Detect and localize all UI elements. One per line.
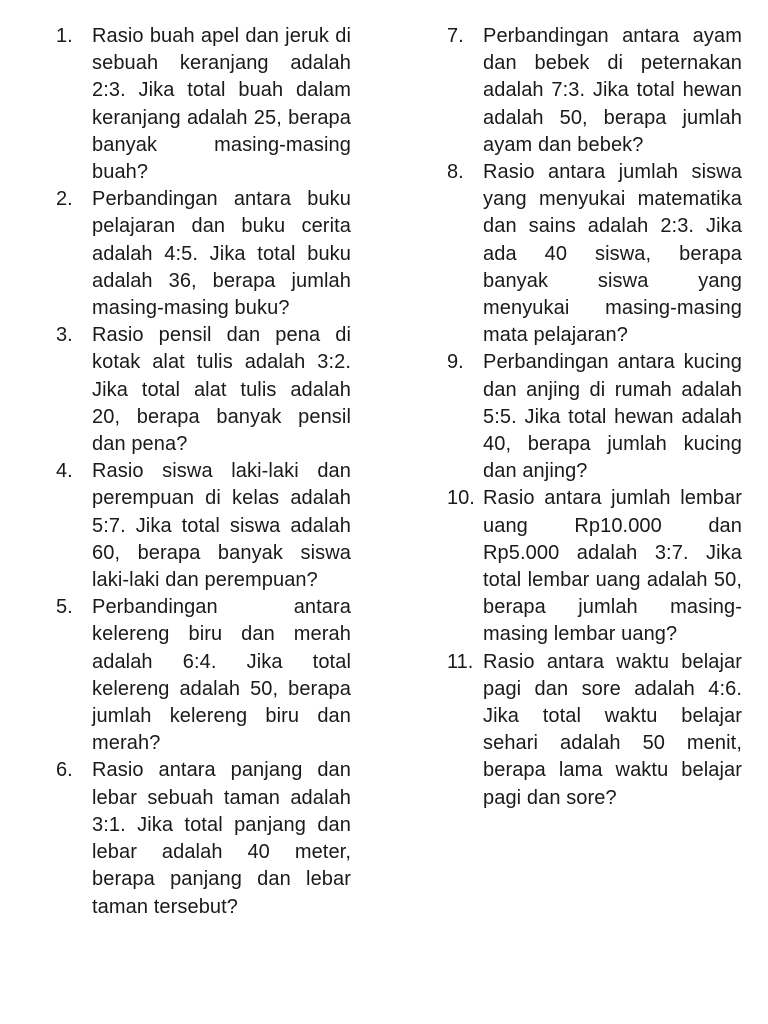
question-number: 5.: [56, 596, 73, 619]
question-item: [56, 458, 351, 594]
question-column-left: [56, 23, 351, 921]
question-text: Rasio antara jumlah lembar uang Rp10.000 dan Rp5.000 adalah 3:7. Jika total lembar uang adalah 50, berapa jumlah masing-masing lembar uang?: [483, 487, 742, 646]
question-text: Perbandingan antara kucing dan anjing di rumah adalah 5:5. Jika total hewan adalah 40, berapa jumlah kucing dan anjing?: [483, 351, 742, 483]
question-text: Rasio antara panjang dan lebar sebuah taman adalah 3:1. Jika total panjang dan lebar adalah 40 meter, berapa panjang dan lebar taman tersebut?: [92, 759, 351, 918]
question-number: 2.: [56, 188, 73, 211]
question-number: 9.: [447, 351, 464, 374]
question-item: [447, 349, 742, 485]
question-item: [56, 757, 351, 920]
question-number: 1.: [56, 25, 73, 47]
question-number: 4.: [56, 460, 73, 483]
question-item: [447, 649, 742, 812]
question-text: Rasio siswa laki-laki dan perempuan di kelas adalah 5:7. Jika total siswa adalah 60, berapa banyak siswa laki-laki dan perempuan?: [92, 460, 351, 592]
question-text: Perbandingan antara ayam dan bebek di peternakan adalah 7:3. Jika total hewan adalah 50, berapa jumlah ayam dan bebek?: [483, 25, 742, 156]
question-item: [447, 23, 742, 159]
question-number: 10.: [447, 487, 475, 510]
question-item: [56, 322, 351, 458]
question-number: 6.: [56, 759, 73, 782]
question-item: [447, 485, 742, 648]
question-text: Rasio pensil dan pena di kotak alat tulis adalah 3:2. Jika total alat tulis adalah 20, berapa banyak pensil dan pena?: [92, 324, 351, 456]
question-number: 8.: [447, 161, 464, 184]
question-item: [56, 186, 351, 322]
question-column-right: [447, 23, 742, 812]
question-text: Rasio antara waktu belajar pagi dan sore adalah 4:6. Jika total waktu belajar sehari adalah 50 menit, berapa lama waktu belajar pagi dan sore?: [483, 650, 742, 809]
question-item: [56, 23, 351, 186]
question-text: Rasio antara jumlah siswa yang menyukai matematika dan sains adalah 2:3. Jika ada 40 siswa, berapa banyak siswa yang menyukai masing-masing mata pelajaran?: [483, 161, 742, 347]
question-item: [56, 594, 351, 757]
question-item: [447, 159, 742, 349]
question-text: Perbandingan antara kelereng biru dan merah adalah 6:4. Jika total kelereng adalah 50, berapa jumlah kelereng biru dan merah?: [92, 596, 351, 755]
question-number: 11.: [447, 650, 474, 673]
question-text: Rasio buah apel dan jeruk di sebuah keranjang adalah 2:3. Jika total buah dalam keranjang adalah 25, berapa banyak masing-masing buah?: [92, 25, 351, 184]
question-number: 7.: [447, 25, 464, 47]
question-text: Perbandingan antara buku pelajaran dan buku cerita adalah 4:5. Jika total buku adalah 36, berapa jumlah masing-masing buku?: [92, 188, 351, 320]
question-number: 3.: [56, 324, 73, 347]
